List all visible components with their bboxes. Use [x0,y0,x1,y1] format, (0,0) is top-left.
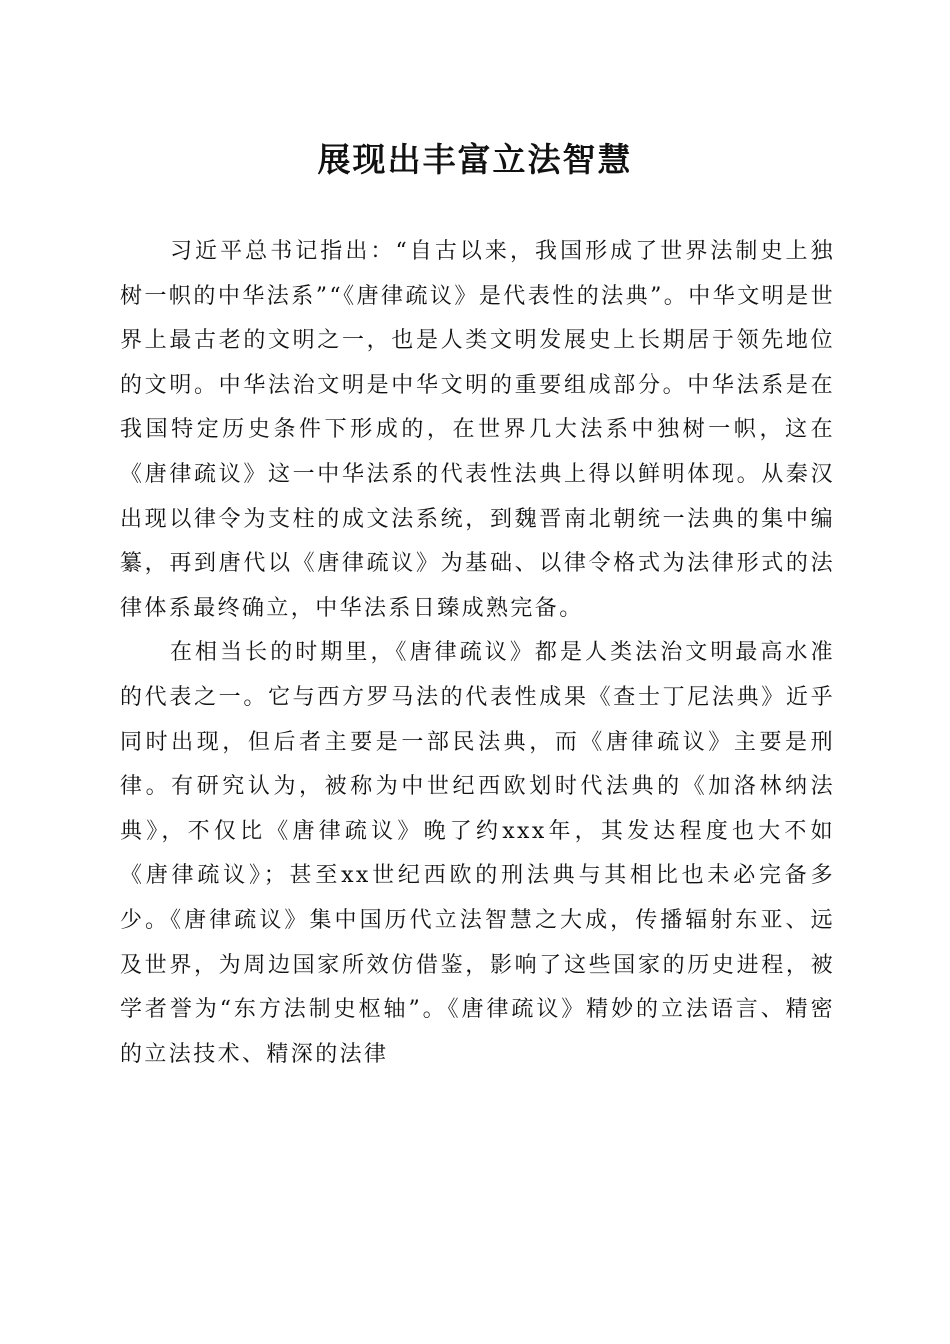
document-title: 展现出丰富立法智慧 [317,140,633,179]
paragraph-2: 在相当长的时期里，《唐律疏议》都是人类法治文明最高水准的代表之一。它与西方罗马法的代表性成果《查士丁尼法典》近乎同时出现，但后者主要是一部民法典，而《唐律疏议》主要是刑律。有研究认为，被称为中世纪西欧划时代法典的《加洛林纳法典》，不仅比《唐律疏议》晚了约xxx年，其发达程度也大不如《唐律疏议》；甚至xx世纪西欧的刑法典与其相比也未必完备多少。《唐律疏议》集中国历代立法智慧之大成，传播辐射东亚、远及世界，为周边国家所效仿借鉴，影响了这些国家的历史进程，被学者誉为“东方法制史枢轴”。《唐律疏议》精妙的立法语言、精密的立法技术、精深的法律 [120,640,835,1067]
paragraph-1: 习近平总书记指出：“自古以来，我国形成了世界法制史上独树一帜的中华法系”“《唐律疏议》是代表性的法典”。中华文明是世界上最古老的文明之一，也是人类文明发展史上长期居于领先地位的文明。中华法治文明是中华文明的重要组成部分。中华法系是在我国特定历史条件下形成的，在世界几大法系中独树一帜，这在《唐律疏议》这一中华法系的代表性法典上得以鲜明体现。从秦汉出现以律令为支柱的成文法系统，到魏晋南北朝统一法典的集中编纂，再到唐代以《唐律疏议》为基础、以律令格式为法律形式的法律体系最终确立，中华法系日臻成熟完备。 [120,239,835,621]
document-body [120,230,835,1077]
